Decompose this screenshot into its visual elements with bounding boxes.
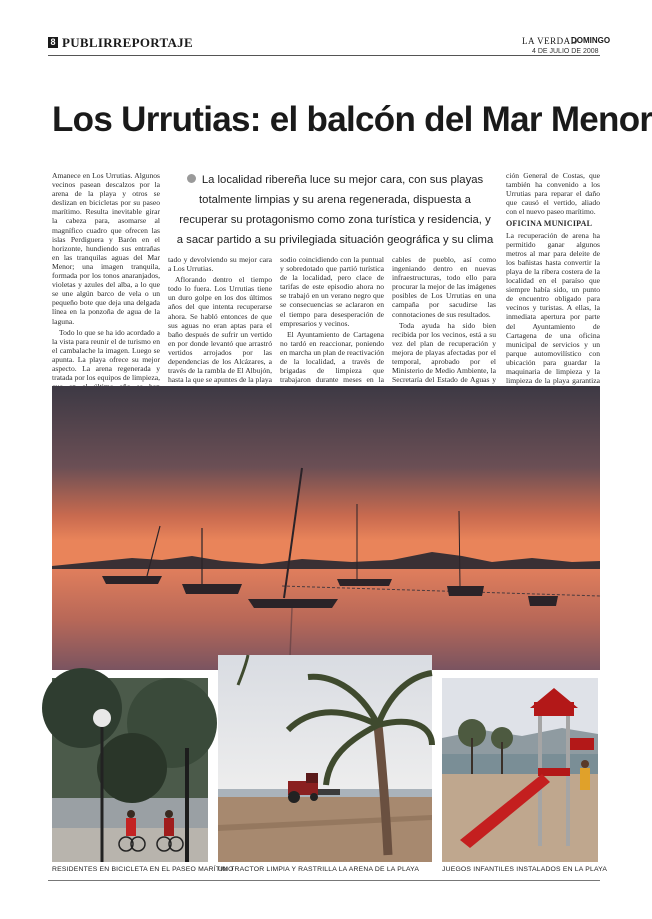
paragraph: La recuperación de arena ha permitido ganar algunos metros al mar para deleite de los bañistas hasta convertir la playa de la ribera costera de la localidad en el paraíso que siempre había sido, un punto de encuentro obligado para vecinos y turistas. A ellas, la inmediata apertura por parte del Ayuntamiento de Cartagena de una oficina municipal de servicios y un parque automovilístico con ubicación para guardar la maquinaria de limpieza y la limpieza de la playa garantiza xyxy=(506,230,600,386)
photo-cyclists-promenade xyxy=(52,678,208,862)
photo-playground xyxy=(442,678,598,862)
newspaper-name: LA VERDAD xyxy=(522,36,578,46)
bullet-dot-icon xyxy=(187,174,196,183)
subheading: OFICINA MUNICIPAL xyxy=(506,219,593,229)
article-column-2 xyxy=(168,255,272,385)
paragraph: Todo lo que se ha ido acordado a la vista para reunir el de turismo en el cambalache la imagen. Luego se apunta. La playa ofrece su mejor aspecto. La arena regenerada y tratada por los equipos de limpieza, xyxy=(52,327,160,383)
paragraph: sodio coincidiendo con la puntual y sobredotado que partió turística de la localidad, pero clace de tarifas de este episodio ahora no se trabajó en un verano negro que se consecuencias se aclararon en el tiempo para desesperación de empresarios y vecinos. xyxy=(280,255,384,328)
tractor-photo-illustration xyxy=(218,655,432,862)
paragraph: Amanece en Los Urrutias. Algunos vecinos pasean descalzos por la arena de la playa y otros se deslizan en bicicletas por su paseo marítimo. Resulta inevitable girar la cabeza para, asomarse al magnífico cuadro que ofrecen las islas Perdiguera y Barón en el horizonte, hundiendo sus entrañas en las tranquilas aguas del Mar Menor; una imagen tranquila, formada por los tonos anaranjados, violetas y azules del alba, a lo que se une algún barco de vela o un pequeño bote que deja una delgada línea en la ponzoña de agua de la laguna. xyxy=(52,171,160,326)
headline: Los Urrutias: el balcón del Mar Menor xyxy=(52,100,652,139)
caption-cyclists: RESIDENTES EN BICICLETA EN EL PASEO MARÍTIMO xyxy=(52,866,234,873)
paragraph: El Ayuntamiento de Cartagena no tardó en reaccionar, poniendo en marcha un plan de reactivación de la localidad, a través de brigadas de limpieza que trabajaron durante meses en la xyxy=(280,329,384,385)
caption-tractor: UN TRACTOR LIMPIA Y RASTRILLA LA ARENA DE LA PLAYA xyxy=(218,866,420,873)
section-title: PUBLIRREPORTAJE xyxy=(62,35,193,50)
main-photo-sunset xyxy=(52,386,600,670)
sunset-photo-illustration xyxy=(52,386,600,670)
article-column-1 xyxy=(52,171,160,383)
issue-date: 4 DE JULIO DE 2008 xyxy=(532,48,599,55)
pull-quote xyxy=(176,170,494,252)
footer-rule xyxy=(48,880,600,881)
header-rule xyxy=(48,55,600,56)
issue-day: DOMINGO xyxy=(571,36,611,45)
article-column-4 xyxy=(392,255,496,385)
cyclists-photo-illustration xyxy=(52,678,208,862)
pull-quote-text: La localidad ribereña luce su mejor cara, con sus playas totalmente limpias y su arena regenerada, dispuesta a recuperar su protagonismo como zona turística y residencia, y a sacar partido a su privilegiada situación geográfica y su clima xyxy=(176,174,494,246)
playground-photo-illustration xyxy=(442,678,598,862)
paragraph: ción General de Costas, que también ha convenido a los Urrutias para reparar el daño que causó el vertido, aliado con el nuevo paseo marítimo. xyxy=(506,171,600,217)
photo-tractor-beach xyxy=(218,655,432,862)
paragraph: cables de pueblo, así como ingeniando dentro en nuevas infraestructuras, todo ello para procurar la mejor de las imágenes posibles de Los Urrutias en una campaña por sacudirse las connotaciones de sus resultados. xyxy=(392,255,496,319)
paragraph: tado y devolviendo su mejor cara a Los Urrutias. xyxy=(168,255,272,274)
paragraph: Toda ayuda ha sido bien recibida por los vecinos, está a su vez del plan de recuperación y mejora de playas afectadas por el temporal, aprobado por el Ministerio de Medio Ambiente, la Secretaría del Estado de Aguas y xyxy=(392,320,496,385)
article-column-3 xyxy=(280,255,384,385)
page-number: 8 xyxy=(48,37,58,48)
article-column-5 xyxy=(506,171,600,386)
caption-playground: JUEGOS INFANTILES INSTALADOS EN LA PLAYA xyxy=(442,866,608,873)
paragraph: Aflorando dentro el tiempo todo lo fuera. Los Urrutias tiene un duro golpe en los dos últimos años del que intenta recuperarse ahora. Se habló entonces de que sus aguas no eran aptas para el baño después de sufrir un vertido en por donde levantó que arrastró vertidos arrojados por las dependencias de los Alcázares, a través de la rambla de El Albujón, hasta la que se apuntes de la playa xyxy=(168,275,272,385)
